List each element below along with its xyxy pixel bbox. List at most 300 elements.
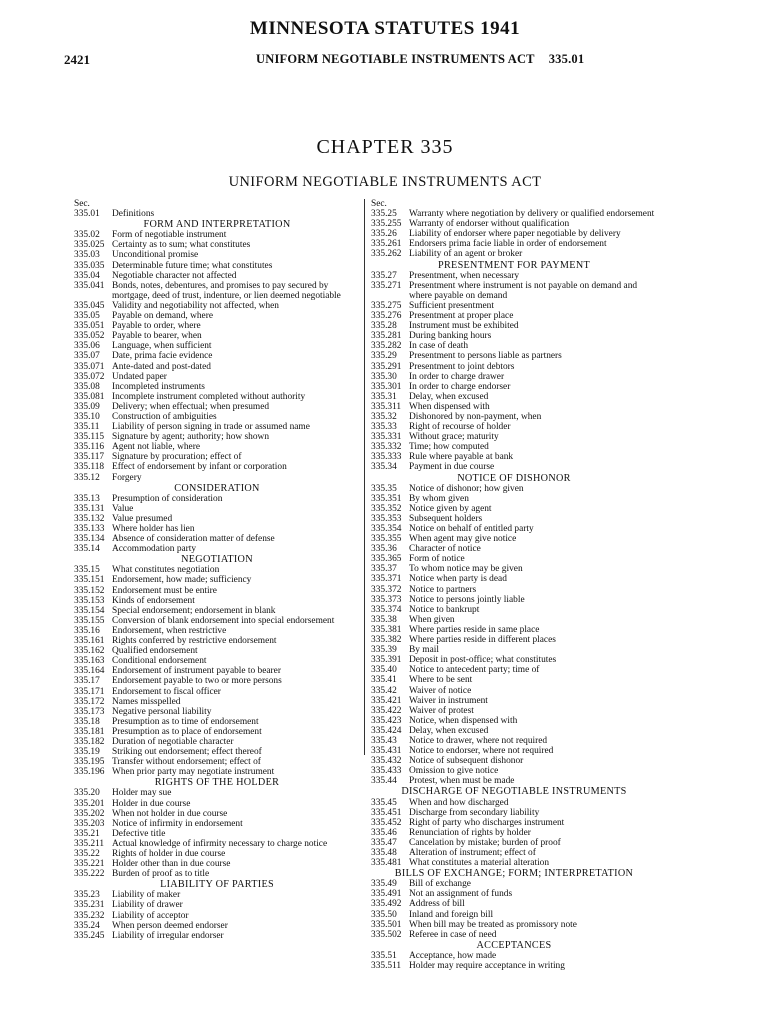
section-description: Rights conferred by restrictive endorsement (112, 636, 277, 647)
section-number: 335.511 (371, 961, 402, 972)
section-description: In order to charge endorser (409, 381, 511, 392)
section-number: 335.045 (74, 300, 105, 311)
section-number: 335.05 (74, 311, 100, 322)
section-description: Signature by agent; authority; how shown (112, 432, 270, 443)
section-number: 335.37 (371, 564, 397, 575)
toc-entry (371, 271, 657, 281)
toc-entry (371, 514, 657, 524)
section-description: Liability of irregular endorser (112, 930, 224, 941)
section-description: Notice of dishonor; how given (409, 483, 524, 494)
toc-entry (371, 706, 657, 716)
section-number: 335.132 (74, 513, 105, 524)
section-description: Presumption as to place of endorsement (112, 726, 262, 737)
section-description: Cancelation by mistake; burden of proof (409, 837, 561, 848)
section-number: 335.07 (74, 351, 100, 362)
section-description: Bonds, notes, debentures, and promises to pay secured by mortgage, deed of trust, indenture, or lien deemed negotiable (112, 280, 341, 301)
section-description: Liability of an agent or broker (409, 249, 523, 260)
section-number: 335.202 (74, 808, 105, 819)
section-number: 335.282 (371, 341, 402, 352)
section-number: 335.331 (371, 432, 402, 443)
toc-entry (371, 412, 657, 422)
section-description: Holder may sue (112, 788, 172, 799)
toc-section-heading: ACCEPTANCES (476, 939, 552, 951)
section-description: Effect of endorsement by infant or corporation (112, 462, 287, 473)
section-description: Actual knowledge of infirmity necessary to charge notice (112, 838, 328, 849)
toc-entry (74, 575, 360, 585)
toc-entry (74, 473, 360, 483)
section-description: Notice given by agent (409, 503, 492, 514)
toc-entry (74, 504, 360, 514)
chapter-title: CHAPTER 335 (316, 136, 454, 158)
toc-entry (74, 819, 360, 829)
toc-entry (371, 655, 657, 665)
toc-entry (74, 697, 360, 707)
toc-entry (371, 716, 657, 726)
section-description: Kinds of endorsement (112, 595, 195, 606)
section-description: Notice to partners (409, 584, 477, 595)
section-description: Holder in due course (112, 798, 191, 809)
toc-entry (371, 951, 657, 961)
section-number: 335.14 (74, 544, 100, 555)
section-description: When prior party may negotiate instrument (112, 767, 275, 778)
section-description: Accommodation party (112, 544, 197, 555)
section-description: Liability of acceptor (112, 910, 189, 921)
section-description: Notice to bankrupt (409, 604, 480, 615)
section-number: 335.424 (371, 725, 402, 736)
section-number: 335.291 (371, 361, 402, 372)
section-number: 335.46 (371, 827, 397, 838)
section-number: 335.44 (371, 776, 397, 787)
section-number: 335.232 (74, 910, 105, 921)
section-description: Presentment at proper place (409, 311, 514, 322)
toc-entry (371, 494, 657, 504)
toc-entry (371, 766, 657, 776)
toc-entry (371, 442, 657, 452)
section-number: 335.245 (74, 930, 105, 941)
toc-entry (74, 382, 360, 392)
section-number: 335.041 (74, 280, 105, 291)
toc-entry (74, 250, 360, 260)
section-number: 335.276 (371, 311, 402, 322)
toc-entry (371, 321, 657, 331)
toc-entry (371, 209, 657, 219)
section-number: 335.04 (74, 270, 100, 281)
toc-entry (74, 717, 360, 727)
section-number: 335.19 (74, 747, 100, 758)
section-number: 335.421 (371, 695, 402, 706)
toc-entry (74, 911, 360, 921)
section-number: 335.451 (371, 807, 402, 818)
section-number: 335.39 (371, 645, 397, 656)
section-number: 335.373 (371, 594, 402, 605)
section-description: Notice of subsequent dishonor (409, 756, 524, 767)
toc-entry (371, 726, 657, 736)
section-description: Liability of maker (112, 890, 181, 901)
section-description: By mail (409, 645, 439, 656)
section-description: Where parties reside in same place (409, 624, 540, 635)
section-description: Holder other than in due course (112, 859, 231, 870)
toc-entry (371, 595, 657, 605)
toc-entry (74, 727, 360, 737)
section-number: 335.43 (371, 735, 397, 746)
section-number: 335.40 (371, 665, 397, 676)
section-description: What constitutes negotiation (112, 565, 220, 576)
toc-section-heading: FORM AND INTERPRETATION (143, 219, 291, 231)
section-description: Without grace; maturity (409, 432, 499, 443)
section-number: 335.151 (74, 575, 105, 586)
toc-entry (74, 900, 360, 910)
toc-entry (371, 564, 657, 574)
section-number: 335.492 (371, 899, 402, 910)
toc-entry (371, 920, 657, 930)
toc-section-heading: DISCHARGE OF NEGOTIABLE INSTRUMENTS (401, 786, 627, 798)
section-description: Determinable future time; what constitutes (112, 260, 273, 271)
toc-entry (371, 484, 657, 494)
toc-entry (74, 839, 360, 849)
toc-section-heading: PRESENTMENT FOR PAYMENT (437, 259, 590, 271)
toc-entry (371, 675, 657, 685)
section-number: 335.12 (74, 472, 100, 483)
section-description: Payable to order, where (112, 321, 201, 332)
section-description: In order to charge drawer (409, 371, 505, 382)
toc-entry (371, 736, 657, 746)
toc-entry (74, 921, 360, 931)
section-number: 335.06 (74, 341, 100, 352)
section-description: To whom notice may be given (409, 564, 523, 575)
section-number: 335.173 (74, 706, 105, 717)
section-description: Sufficient presentment (409, 300, 494, 311)
section-number: 335.452 (371, 817, 402, 828)
section-number: 335.50 (371, 909, 397, 920)
section-number: 335.365 (371, 554, 402, 565)
toc-entry (74, 351, 360, 361)
toc-entry (371, 219, 657, 229)
toc-entry (74, 656, 360, 666)
section-description: Date, prima facie evidence (112, 351, 213, 362)
toc-section-heading: BILLS OF EXCHANGE; FORM; INTERPRETATION (394, 868, 634, 880)
toc-entry (74, 240, 360, 250)
section-description: Notice to persons jointly liable (409, 594, 525, 605)
toc-entry (371, 776, 657, 786)
toc-entry (74, 676, 360, 686)
toc-entry (74, 586, 360, 596)
toc-entry (371, 848, 657, 858)
section-number: 335.17 (74, 676, 100, 687)
toc-entry (74, 494, 360, 504)
section-description: Liability of endorser where paper negotiable by delivery (409, 229, 621, 240)
toc-entry (371, 899, 657, 909)
toc-entry (74, 402, 360, 412)
toc-entry (74, 626, 360, 636)
toc-entry (74, 432, 360, 442)
section-description: Value presumed (112, 513, 173, 524)
toc-entry (371, 665, 657, 675)
toc-entry (371, 838, 657, 848)
section-description: Waiver of notice (409, 685, 472, 696)
section-number: 335.262 (371, 249, 402, 260)
section-description: Renunciation of rights by holder (409, 827, 531, 838)
section-description: Where parties reside in different places (409, 635, 556, 646)
section-description: Construction of ambiguities (112, 411, 217, 422)
section-number: 335.03 (74, 250, 100, 261)
section-number: 335.45 (371, 797, 397, 808)
section-description: Incomplete instrument completed without authority (112, 391, 306, 402)
toc-entry (74, 524, 360, 534)
toc-entry (74, 281, 360, 301)
section-number: 335.081 (74, 391, 105, 402)
section-number: 335.13 (74, 493, 100, 504)
toc-entry (74, 606, 360, 616)
toc-entry (371, 422, 657, 432)
toc-entry (371, 544, 657, 554)
section-description: Endorsement must be entire (112, 585, 217, 596)
section-description: Notice to endorser, where not required (409, 746, 554, 757)
section-description: Validity and negotiability not affected, when (112, 300, 279, 311)
section-description: Definitions (112, 209, 155, 220)
section-number: 335.31 (371, 391, 397, 402)
section-number: 335.32 (371, 411, 397, 422)
toc-entry (74, 422, 360, 432)
section-description: Omission to give notice (409, 766, 499, 777)
section-description: Conversion of blank endorsement into special endorsement (112, 615, 335, 626)
section-description: Not an assignment of funds (409, 889, 513, 900)
section-description: By whom given (409, 493, 469, 504)
toc-entry (74, 341, 360, 351)
section-description: Liability of drawer (112, 900, 183, 911)
section-description: Endorsement to fiscal officer (112, 686, 221, 697)
toc-entry (371, 301, 657, 311)
section-description: Special endorsement; endorsement in blank (112, 605, 276, 616)
section-description: Endorsement, how made; sufficiency (112, 575, 252, 586)
section-number: 335.22 (74, 849, 100, 859)
section-description: Presentment where instrument is not payable on demand and where payable on demand (409, 280, 638, 301)
section-number: 335.431 (371, 746, 402, 757)
section-number: 335.10 (74, 411, 100, 422)
toc-entry (74, 565, 360, 575)
section-description: Discharge from secondary liability (409, 807, 540, 818)
section-number: 335.30 (371, 371, 397, 382)
toc-entry (371, 930, 657, 940)
section-description: Notice to drawer, where not required (409, 735, 548, 746)
section-description: Defective title (112, 828, 166, 839)
toc-entry (74, 757, 360, 767)
section-number: 335.311 (371, 401, 402, 412)
toc-entry (74, 849, 360, 859)
toc-entry (371, 392, 657, 402)
toc-entry (371, 239, 657, 249)
section-description: Deposit in post-office; what constitutes (409, 655, 557, 666)
toc-section-heading: NOTICE OF DISHONOR (457, 472, 571, 484)
section-description: Signature by procuration; effect of (112, 452, 242, 463)
toc-entry (74, 890, 360, 900)
toc-entry (74, 362, 360, 372)
toc-entry (371, 756, 657, 766)
section-number: 335.41 (371, 675, 397, 686)
section-number: 335.351 (371, 493, 402, 504)
section-description: Notice on behalf of entitled party (409, 524, 534, 534)
toc-entry (74, 209, 360, 219)
section-description: When bill may be treated as promissory note (409, 919, 577, 930)
section-number: 335.171 (74, 686, 105, 697)
section-number: 335.071 (74, 361, 105, 372)
section-description: Notice, when dispensed with (409, 715, 518, 726)
section-number: 335.24 (74, 920, 100, 931)
toc-entry (74, 687, 360, 697)
toc-entry (371, 605, 657, 615)
column-divider (364, 199, 365, 755)
section-description: Value (112, 503, 134, 514)
sec-column-heading: Sec. (74, 199, 90, 209)
section-description: Holder may require acceptance in writing (409, 961, 565, 972)
toc-entry (371, 432, 657, 442)
toc-entry (371, 615, 657, 625)
toc-entry (371, 879, 657, 889)
sec-column-heading: Sec. (371, 199, 387, 209)
section-number: 335.371 (371, 574, 402, 585)
section-number: 335.116 (74, 442, 105, 453)
section-number: 335.20 (74, 788, 100, 799)
section-description: Burden of proof as to title (112, 869, 210, 880)
chapter-subtitle: UNIFORM NEGOTIABLE INSTRUMENTS ACT (228, 174, 542, 190)
section-number: 335.035 (74, 260, 105, 271)
section-number: 335.01 (74, 209, 100, 220)
toc-entry (371, 625, 657, 635)
section-number: 335.48 (371, 848, 397, 858)
toc-entry (74, 331, 360, 341)
section-number: 335.203 (74, 818, 105, 829)
toc-entry (371, 351, 657, 361)
toc-entry (74, 767, 360, 777)
section-description: Payable to bearer, when (112, 331, 202, 342)
section-description: Form of negotiable instrument (112, 230, 227, 241)
toc-entry (74, 372, 360, 382)
toc-entry (74, 301, 360, 311)
section-description: Delivery; when effectual; when presumed (112, 401, 270, 412)
toc-entry (371, 910, 657, 920)
section-number: 335.115 (74, 432, 105, 443)
section-description: Payment in due course (409, 462, 495, 473)
section-number: 335.222 (74, 869, 105, 880)
toc-entry (371, 585, 657, 595)
section-number: 335.261 (371, 239, 402, 250)
section-number: 335.382 (371, 635, 402, 646)
section-description: When given (409, 614, 455, 625)
toc-entry (371, 808, 657, 818)
toc-entry (74, 230, 360, 240)
toc-entry (371, 534, 657, 544)
section-description: Incompleted instruments (112, 381, 205, 392)
section-description: Delay, when excused (409, 391, 489, 402)
toc-entry (371, 331, 657, 341)
section-number: 335.49 (371, 879, 397, 890)
section-description: Notice to antecedent party; time of (409, 665, 540, 676)
section-number: 335.501 (371, 919, 402, 930)
section-description: When agent may give notice (409, 534, 517, 545)
section-number: 335.301 (371, 381, 402, 392)
section-number: 335.25 (371, 209, 397, 220)
toc-entry (371, 452, 657, 462)
toc-entry (74, 514, 360, 524)
section-number: 335.182 (74, 736, 105, 747)
toc-entry (74, 462, 360, 472)
section-number: 335.21 (74, 828, 100, 839)
toc-entry (74, 737, 360, 747)
section-number: 335.025 (74, 240, 105, 251)
section-number: 335.195 (74, 757, 105, 768)
toc-entry (74, 666, 360, 676)
toc-entry (74, 452, 360, 462)
toc-entry (74, 788, 360, 798)
section-description: Liability of person signing in trade or assumed name (112, 422, 310, 433)
toc-entry (74, 271, 360, 281)
section-number: 335.051 (74, 321, 105, 332)
toc-entry (371, 504, 657, 514)
toc-entry (371, 818, 657, 828)
toc-entry (371, 341, 657, 351)
toc-left-column (74, 199, 360, 941)
section-number: 335.15 (74, 565, 100, 576)
section-number: 335.33 (371, 422, 397, 433)
section-description: Time; how computed (409, 442, 489, 453)
section-description: Where holder has lien (112, 524, 195, 534)
section-number: 335.09 (74, 401, 100, 412)
section-number: 335.131 (74, 503, 105, 514)
section-description: Endorsers prima facie liable in order of endorsement (409, 239, 607, 250)
section-number: 335.164 (74, 666, 105, 677)
toc-entry (74, 829, 360, 839)
toc-entry (74, 321, 360, 331)
section-number: 335.333 (371, 452, 402, 463)
section-description: Waiver in instrument (409, 695, 488, 706)
section-number: 335.26 (371, 229, 397, 240)
toc-entry (371, 311, 657, 321)
section-number: 335.23 (74, 890, 100, 901)
section-description: Delay, when excused (409, 725, 489, 736)
section-number: 335.153 (74, 595, 105, 606)
section-description: Negotiable character not affected (112, 270, 237, 281)
section-description: Rights of holder in due course (112, 849, 226, 859)
section-description: Where to be sent (409, 675, 473, 686)
section-number: 335.47 (371, 837, 397, 848)
section-number: 335.201 (74, 798, 105, 809)
toc-entry (371, 281, 657, 301)
section-number: 335.134 (74, 534, 105, 545)
section-number: 335.211 (74, 838, 105, 849)
section-description: Agent not liable, where (112, 442, 200, 453)
section-number: 335.052 (74, 331, 105, 342)
section-description: Presumption of consideration (112, 493, 223, 504)
page-number: 2421 (64, 52, 90, 67)
toc-right-column (371, 199, 657, 971)
section-number: 335.354 (371, 524, 402, 534)
section-number: 335.118 (74, 462, 105, 473)
section-number: 335.162 (74, 646, 105, 657)
section-description: Forgery (112, 472, 142, 483)
section-number: 335.352 (371, 503, 402, 514)
toc-entry (371, 798, 657, 808)
running-title: UNIFORM NEGOTIABLE INSTRUMENTS ACT (256, 52, 535, 66)
toc-entry (371, 372, 657, 382)
section-description: Names misspelled (112, 696, 181, 707)
toc-entry (74, 311, 360, 321)
section-description: Instrument must be exhibited (409, 321, 519, 332)
section-description: Warranty of endorser without qualification (409, 219, 570, 230)
section-description: Warranty where negotiation by delivery or qualified endorsement (409, 209, 655, 220)
toc-entry (371, 524, 657, 534)
section-description: Character of notice (409, 544, 481, 555)
section-number: 335.423 (371, 715, 402, 726)
section-number: 335.432 (371, 756, 402, 767)
